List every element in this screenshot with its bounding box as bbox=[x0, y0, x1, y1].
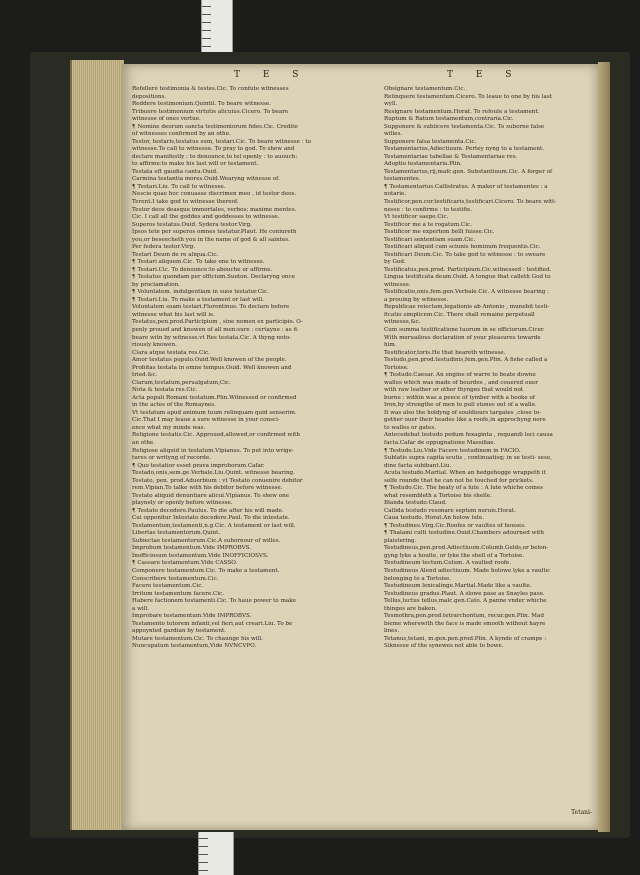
entry-line: riously knowen. bbox=[132, 342, 177, 349]
entry-line: Terent.I take god to witnesse thereof. bbox=[132, 198, 239, 205]
entry-line: a prouing by witnesse. bbox=[384, 296, 449, 303]
entry-line: Ipsos tete per superos omnes testatur.Plaut. He coniureth bbox=[132, 229, 297, 236]
entry-line: witnesse.To call to witnesse. To pray to god. To shew and bbox=[132, 146, 295, 153]
entry-line: Subiectae testamentorum.Cic.A subornour of willes. bbox=[132, 537, 281, 544]
entry-line: Supponere & subiicere testamenta.Cic. To suborne false bbox=[384, 123, 545, 130]
entry-line: Habere factionem testamenti.Cic. To haue power to make bbox=[132, 598, 296, 605]
entry-line: tures or writyng of recorde. bbox=[132, 455, 211, 462]
entry-line: beare witn by witnesse.vt Res testata.Cic. A thyng noto- bbox=[132, 334, 292, 341]
entry-line: Nescio quae hoc conuasse discrimen meo , id testor deos. bbox=[132, 191, 297, 198]
entry-line: notarie. bbox=[384, 191, 407, 198]
entry-line: ¶ Testari.Liu. To make a testament or last will. bbox=[132, 296, 265, 303]
entry-line: ¶ Quo testatior esset prava improborum.Cafar. bbox=[132, 462, 265, 469]
entry-line: Testudineum tectum.Colum. A vaulted roofe. bbox=[384, 560, 512, 567]
entry-line: witnesse what his last will is. bbox=[132, 311, 215, 318]
entry-line: you,or beseecheth you in the name of god & all saintes. bbox=[132, 236, 290, 243]
entry-line: Componere testamentum.Cic. To make a testament. bbox=[132, 568, 280, 574]
entry-line: Per federa testor.Virg. bbox=[132, 244, 195, 251]
entry-line: lines. bbox=[384, 628, 400, 635]
entry-line: Vt testificor saepe.Cic. bbox=[384, 214, 449, 221]
entry-line: by God. bbox=[384, 259, 406, 266]
entry-line: It was also the holdyng of souldiours targates ,close to- bbox=[384, 409, 541, 416]
entry-line: Acta populi Romani testatum.Plin.Witnessed or confirmed bbox=[132, 394, 297, 401]
entry-line: ¶ Testari aliquem.Cic. To take one to witnesse. bbox=[132, 259, 265, 266]
entry-line: Reddere testimonium.Quintil. To beare witnesse. bbox=[132, 101, 271, 108]
entry-line: tried.&c. bbox=[132, 372, 158, 379]
entry-line: ¶ Thalami culti testudine.Ouid.Chambers adourned with bbox=[384, 530, 545, 537]
entry-line: nesse : to confirme : to testifie. bbox=[384, 206, 473, 213]
entry-line: walles which was made of bourdes , and couered ouer bbox=[384, 379, 538, 386]
entry-line: Facere testamentum.Cic. bbox=[132, 583, 204, 590]
scale-ruler-top bbox=[201, 0, 233, 56]
entry-line: plaistering. bbox=[384, 537, 417, 544]
entry-line: ¶ Testudo.Cic. The beaty of a lute : A lute whiche comes bbox=[384, 485, 544, 492]
entry-line: Testato aliquid denuntiare alicui.Vlpianus. To shew one bbox=[132, 492, 289, 499]
entry-line: With meruailous declaration of your pleasures towarde bbox=[384, 334, 541, 341]
entry-line: ¶ Testudines.Virg.Cic.Roofes or vaultes of houses. bbox=[384, 522, 526, 529]
entry-line: Lingua testificata deum.Ouid. A tongue that calleth God to bbox=[384, 274, 551, 281]
entry-line: gyng lyke a houlte, or lyke the shell of a Tortoise. bbox=[384, 552, 525, 559]
entry-line: ence what my minde was. bbox=[132, 424, 206, 431]
entry-line: Cic. I call all the goddes and goddesses to witnesse. bbox=[132, 214, 280, 221]
entry-line: ¶ Testari.Liu. To call to witnesse. bbox=[132, 183, 226, 190]
entry-line: Iron,by strengthe of men to pull stones out of a walle. bbox=[384, 402, 537, 409]
entry-line: bieme wherewith the face is made smooth without hayre bbox=[384, 620, 546, 627]
entry-line: Sublatis supra capita scutis , continuatisq; in se testi- sese, bbox=[384, 455, 552, 462]
entry-line: Religiose aliquid in testatum.Vlpianus. To put into wrige- bbox=[132, 447, 294, 454]
entry-line: to walles or gates. bbox=[384, 424, 436, 431]
entry-line: ¶ Testamentarius.Callistratus. A maker of testamentes : a bbox=[384, 183, 548, 190]
entry-line: by proclamation. bbox=[132, 281, 180, 288]
entry-line: Testamentariae tabellae & Testamentariae res. bbox=[384, 153, 518, 160]
entry-line: ¶ Testato decedere.Paulus. To die after his will made. bbox=[132, 507, 284, 514]
entry-line: dine facta subibant.Liu. bbox=[384, 462, 452, 469]
entry-line: Cum summa testificatione tuorum in se officiorum.Cicer. bbox=[384, 327, 545, 333]
entry-line: appoynted gardian by testament. bbox=[132, 628, 226, 635]
entry-line: Testudineus gradus.Plaut. A slowe pase as Snayles pase. bbox=[384, 590, 545, 597]
scale-ruler-bottom bbox=[198, 832, 234, 875]
entry-line: what resembleth a Tortoise his shelle. bbox=[384, 492, 492, 499]
entry-line: Refellere testimonia & testes.Cic. To confute witnesses bbox=[132, 86, 289, 92]
entry-line: Testamentum,testamenti,n.g.Cic. A testament or last will. bbox=[132, 522, 296, 529]
entry-line: Testificatus,pen.prod. Participium.Cic.witnessed : testified. bbox=[384, 266, 552, 273]
entry-line: Testari Deum de re aliqua.Cic. bbox=[132, 251, 219, 258]
entry-line: Callida testudo resonare septem neruis.Horat. bbox=[384, 507, 516, 514]
entry-line: belonging to a Tortoise. bbox=[384, 575, 452, 582]
entry-line: Siknesse of the synewes not able to bowe. bbox=[384, 643, 504, 650]
entry-line: ¶ Testudo.Liu.Vide Facere testudinem in FACIO. bbox=[384, 447, 521, 454]
entry-line: Mutare testamentum.Cic. To chaunge his will. bbox=[132, 635, 263, 642]
entry-line: Clara atque testata res.Cic. bbox=[132, 349, 211, 356]
entry-line: wyll. bbox=[384, 101, 398, 108]
entry-line: facta.Cafar de oppugnatione Massiliae. bbox=[384, 439, 496, 446]
entry-line: Inofficiosum testamentum.Vide INOFFICIOSVS. bbox=[132, 552, 269, 559]
running-head-left: T E S bbox=[234, 70, 309, 80]
entry-line: in the actes of the Romaynes. bbox=[132, 402, 216, 409]
entry-line: Testamentarius,Adiectiuum. Pertey nyng to a testament. bbox=[384, 146, 545, 153]
entry-line: Blanda testudo.Claud. bbox=[384, 500, 447, 507]
entry-line: Caua testudo. Horat.An holow lute. bbox=[384, 515, 485, 522]
entry-line: Relinquere testamentum.Cicero. To leaue to one by his last bbox=[384, 93, 552, 100]
entry-line: Irritum testamentum facere.Cic. bbox=[132, 590, 225, 597]
entry-line: witnesse of ones vertue. bbox=[132, 116, 201, 123]
entry-line: Cic.That I may leaue a sure witnesse in your consci- bbox=[132, 417, 280, 424]
entry-line: Testado,onis,sem.ge.Verbale.Liu.Quint. witnesse bearing. bbox=[132, 470, 295, 477]
entry-line: ficatio simplicem.Cic. There shall remaine perpetuall bbox=[384, 311, 535, 318]
entry-line: burne : within was a peece of tymber with a hooke of bbox=[384, 394, 535, 401]
entry-line: Testamentarius,rij,mafc.gen. Substantiuum.Cic. A forger of bbox=[384, 168, 553, 175]
entry-line: Testificor me expertem belli fuisse.Cic. bbox=[384, 229, 495, 236]
entry-line: Superos testatus.Ouid. Sydera testor.Virg. bbox=[132, 221, 252, 228]
entry-line: with raw leather or other thynges that would not bbox=[384, 387, 524, 394]
entry-line: Testudo,pen.prod.testudinis,fem.gen.Plin. A fishe called a bbox=[384, 357, 548, 364]
running-head-right: T E S bbox=[447, 70, 522, 80]
entry-line: to affirme:to make his last will or testament. bbox=[132, 161, 259, 168]
entry-line: Conscribere testamentum.Cic. bbox=[132, 575, 219, 582]
entry-line: ¶ Nomine deorum sancta testimoniorum fides.Cic. Credite bbox=[132, 123, 298, 130]
entry-line: Testudineum lexicalinge.Martial.Made like a vaulte. bbox=[384, 583, 532, 590]
entry-line: Libertas testamentorum.Quint. bbox=[132, 530, 221, 537]
entry-line: Obsignare testamentum.Cic. bbox=[384, 86, 466, 92]
entry-line: thinges are baken. bbox=[384, 605, 437, 612]
entry-line: Tellus,luctus tellus,malc.gen.Cato. A panne vnder whiche bbox=[384, 598, 547, 605]
entry-line: Tortoise. bbox=[384, 364, 409, 371]
entry-line: Testatus,pen.prod.Participium , sine nomen ex participio. O- bbox=[132, 319, 303, 326]
entry-line: Testificari aliquid cum sciunis hominum frequentis.Cic. bbox=[384, 244, 541, 251]
entry-line: Testor, testaris,testatus sum, testari.Cic. To beare witnesse : to bbox=[132, 138, 311, 145]
entry-line: playnely or openly before witnesse. bbox=[132, 500, 233, 507]
entry-line: willes. bbox=[384, 131, 403, 138]
entry-line: Improbum testamentum.Vide IMPROBVS. bbox=[132, 545, 252, 552]
entry-line: ¶ Testatus quondam per officium.Sueton. Declaryng once bbox=[132, 274, 295, 281]
entry-line: ¶ Voluntatem. indulgentiam in suos testatur.Cic. bbox=[132, 289, 269, 296]
entry-line: Testata eft gaudia cantu.Ouid. bbox=[132, 168, 218, 175]
entry-line: Vt testatum apud animum tuum relinquam quid senserim. bbox=[132, 409, 297, 416]
entry-line: Probitas testata in omne tempus.Ouid. Well knowen and bbox=[132, 364, 292, 371]
entry-line: Improbare testamentum.Vide IMPROBVS. bbox=[132, 613, 252, 620]
entry-line: penly proued and knowen of all men:sure : certayne : as it bbox=[132, 327, 298, 333]
entry-line: depositions. bbox=[132, 93, 167, 100]
entry-line: declare manifestly : to denounce,to tel openly : to auouch: bbox=[132, 153, 298, 160]
entry-line: Nuncupatum testamentum,Vide NVNCVPO. bbox=[132, 643, 257, 650]
entry-line: Testor deos deasque immortales, verbos; maxime mentes. bbox=[132, 206, 297, 213]
entry-line: Testudineus Alend adiectiuum. Made holowe lyke a vaulte: bbox=[384, 568, 551, 574]
entry-line: Testificor,pen.cor.testificaris,testificari.Cicero. To beare witt- bbox=[384, 198, 557, 205]
entry-line: witnesse. bbox=[384, 281, 411, 288]
entry-line: Testamento tutorem infanti,vel fieri,aut creari.Liu. To be bbox=[132, 620, 293, 627]
page-edges-stack bbox=[70, 60, 124, 830]
entry-line: Carmina testantia mores.Ouid.Wearyng witnesse of. bbox=[132, 176, 280, 183]
entry-line: Testificatio,onis,fem.gen.Verbale.Cic. A witnesse bearing : bbox=[384, 289, 550, 296]
entry-line: him. bbox=[384, 342, 397, 349]
entry-line: selfe rounde that he can not be touched for prickets. bbox=[384, 477, 534, 484]
entry-line: Acuta testudo.Martial. When an hedgehogge wrappeth it bbox=[384, 470, 546, 477]
entry-line: Clarum,testatum,perualgatum,Cic. bbox=[132, 379, 231, 386]
catchword: Tetani- bbox=[571, 809, 592, 816]
entry-line: Testificari sententiam suam.Cic. bbox=[384, 236, 476, 243]
entry-line: Religione testatis.Cic. Approued,allowed,or confirmed with bbox=[132, 432, 300, 439]
entry-line: an othe. bbox=[132, 439, 156, 446]
entry-line: Adoptio testamentaria.Plin. bbox=[384, 161, 462, 168]
entry-line: Testificator,toris.He that beareth witnesse. bbox=[384, 349, 506, 356]
entry-line: Supponere falsa testamenta.Cic. bbox=[384, 138, 477, 145]
entry-line: Testificari Deum.Cic. To take god to witnesse : to sweare bbox=[384, 251, 546, 258]
entry-line: Tesmothra,pen.prod.tetrarchontum, recur.gen.Plin. Mad bbox=[384, 613, 544, 620]
entry-line: Testificor me à te rogatum.Cic. bbox=[384, 221, 472, 228]
entry-line: testamentes. bbox=[384, 176, 421, 183]
entry-line: gether ouer their heades like a roofe,in approchyng nere bbox=[384, 417, 546, 424]
entry-line: Republicae reiectam,legationis ab Antonio , munebit testi- bbox=[384, 304, 550, 311]
right-column bbox=[384, 86, 596, 651]
entry-line: rem.Vlpian.To talke with his debitor before witnesse. bbox=[132, 485, 283, 492]
entry-line: Tribuere testimonium virtutis alicuius.Cicero. To beare bbox=[132, 108, 289, 115]
entry-line: ¶ Testudo.Caesar. An engine of warre to beate downe bbox=[384, 372, 536, 379]
entry-line: Ruptum & Ratum testamentum,contraria.Cic. bbox=[384, 116, 514, 123]
entry-line: Testato, pen. prod.Aduerbium : vt Testato conuenire debitor bbox=[132, 477, 303, 484]
entry-line: a will. bbox=[132, 605, 150, 612]
right-page-edge bbox=[598, 62, 610, 832]
entry-line: Resignare testamentum.Horat. To refoule a testament. bbox=[384, 108, 540, 115]
entry-line: Nota & testata res.Cic. bbox=[132, 387, 198, 394]
entry-line: Cui opponitur Intestato decedere.Paul. To die intestate. bbox=[132, 515, 290, 522]
entry-line: ¶ Cassare testamentum.Vide CASSO. bbox=[132, 560, 238, 567]
left-column bbox=[132, 86, 352, 651]
entry-line: Testudineus,pen.prod.Adiectiuum.Columb.Gelds,or belon- bbox=[384, 545, 549, 552]
dictionary-page bbox=[122, 64, 598, 830]
entry-line: Tetanus,tetani, m.gen.pen.prod.Plin. A kynde of crampe : bbox=[384, 635, 547, 642]
entry-line: Amor testatus populo.Ouid.Well knowen of the people. bbox=[132, 357, 287, 364]
entry-line: Antecedebat testudo pedum fexaginta , requandi loci causa bbox=[384, 432, 553, 439]
entry-line: ¶ Testari.Cic. To denounce:to abouche or affirme. bbox=[132, 266, 273, 273]
entry-line: Voluntatem suam testari.Florentinus. To declare before bbox=[132, 304, 290, 311]
entry-line: of witnesses confirmed by an othe. bbox=[132, 131, 231, 138]
entry-line: witnesse,&c. bbox=[384, 319, 421, 326]
